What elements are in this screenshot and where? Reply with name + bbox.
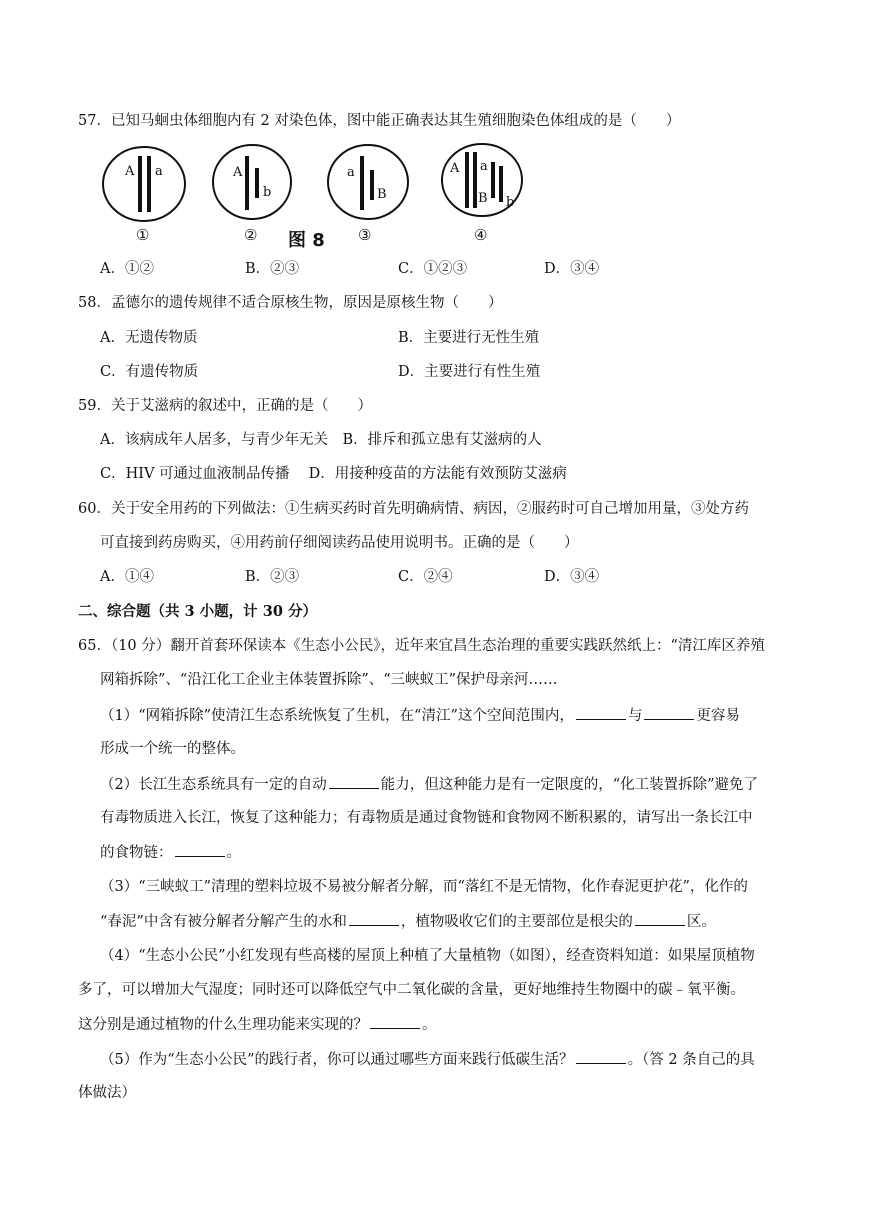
q65-part3-text-b: “春泥”中含有被分解者分解产生的水和 [100,914,347,930]
q65-part2-line1 [100,774,758,795]
cell-4 [442,144,522,244]
q59-options-line2: C．HIV 可通过血液制品传播 D．用接种疫苗的方法能有效预防艾滋病 [100,466,567,482]
q60-option-d: D．③④ [544,569,600,585]
q57-stem: 57．已知马蛔虫体细胞内有 2 对染色体，图中能正确表达其生殖细胞染色体组成的是（ ） [78,113,681,129]
q60-option-a: A．①④ [100,569,154,585]
q65-part2-text-a: （2）长江生态系统具有一定的自动 [100,777,327,793]
q65-part2-text-e: 。 [226,845,241,861]
cell-1 [103,147,185,244]
q65-part2-line2: 有毒物质进入长江，恢复了这种能力；有毒物质是通过食物链和食物网不断积累的，请写出一条长江中 [100,810,753,826]
cell-2-number: ② [244,226,258,244]
q65-part2-line3 [100,842,241,863]
q58-option-c: C．有遗传物质 [100,364,199,380]
q60-option-b: B．②③ [245,569,300,585]
figure-title: 图 8 [288,230,325,250]
chromosome-figure [100,140,540,250]
answer-blank[interactable] [370,1014,420,1029]
cell-3 [328,145,408,244]
q65-part4-line3 [78,1014,437,1035]
cell-4-label-0: A [450,161,460,176]
q65-part2-text-b: 能力，但这种能力是有一定限度的，“化工装置拆除”避免了 [380,777,759,793]
q60-stem-line2: 可直接到药房购买，④用药前仔细阅读药品使用说明书。正确的是（ ） [100,535,579,551]
q57-option-a: A．①② [100,261,154,277]
q65-part5-line2: 体做法） [78,1085,136,1101]
q60-stem-line1: 60．关于安全用药的下列做法：①生病买药时首先明确病情、病因，②服药时可自己增加用量，③处方药 [78,501,749,517]
answer-blank[interactable] [576,1049,626,1064]
answer-blank[interactable] [644,705,694,720]
q58-option-a: A．无遗传物质 [100,330,198,346]
q65-part3-line2 [100,911,716,932]
q65-part1-line2: 形成一个统一的整体。 [100,741,245,757]
q57-option-d: D．③④ [544,261,600,277]
q65-part4-text-d: 。 [422,1017,437,1033]
cell-1-label-0: A [125,164,135,179]
cell-1-number: ① [136,226,150,244]
cell-4-label-3: b [506,195,515,210]
q58-option-d: D．主要进行有性生殖 [398,364,541,380]
answer-blank[interactable] [349,911,399,926]
q60-option-c: C．②④ [398,569,453,585]
cell-4-label-1: a [480,159,488,174]
q65-part1-line1 [100,705,740,726]
q65-part1-text-c: 更容易 [696,708,740,724]
q65-part5-text-a: （5）作为“生态小公民”的践行者，你可以通过哪些方面来践行低碳生活？ [100,1052,574,1068]
cell-3-label-0: a [347,165,355,180]
q65-part1-text-b: 与 [627,708,643,724]
cell-4-number: ④ [474,226,488,244]
cell-2-label-1: b [263,185,272,200]
cell-2 [213,145,291,244]
q65-intro-line2: 网箱拆除”、“沿江化工企业主体装置拆除”、“三峡蚁工”保护母亲河…… [100,672,558,688]
section-2-title: 二、综合题（共 3 小题，计 30 分） [78,603,317,620]
cell-3-label-1: B [377,187,387,202]
answer-blank[interactable] [635,911,685,926]
q65-part4-line1: （4）“生态小公民”小红发现有些高楼的屋顶上种植了大量植物（如图），经查资料知道：如果屋顶植物 [100,948,755,964]
q65-part5-text-b: 。（答 2 条自己的具 [627,1052,755,1068]
cell-3-number: ③ [358,226,372,244]
q58-option-b: B．主要进行无性生殖 [398,330,540,346]
q57-option-b: B．②③ [245,261,300,277]
answer-blank[interactable] [175,842,225,857]
q65-part4-line2: 多了，可以增加大气湿度；同时还可以降低空气中二氧化碳的含量，更好地维持生物圈中的碳﹣氧平衡。 [78,982,745,998]
q65-part3-text-d: 区。 [686,914,716,930]
q65-part4-text-c: 这分别是通过植物的什么生理功能来实现的？ [78,1017,368,1033]
q65-part1-text-a: （1）“网箱拆除”使清江生态系统恢复了生机，在“清江”这个空间范围内， [100,708,574,724]
q65-part2-text-d: 的食物链： [100,845,173,861]
answer-blank[interactable] [329,774,379,789]
cell-2-label-0: A [233,165,243,180]
q65-part3-text-c: ，植物吸收它们的主要部位是根尖的 [400,914,633,930]
q58-stem: 58．孟德尔的遗传规律不适合原核生物，原因是原核生物（ ） [78,295,503,311]
cell-4-label-2: B [478,191,488,206]
cell-1-label-1: a [155,164,163,179]
q65-part5-line1 [100,1049,755,1070]
q59-options-line1: A．该病成年人居多，与青少年无关 B．排斥和孤立患有艾滋病的人 [100,432,542,448]
q59-stem: 59．关于艾滋病的叙述中，正确的是（ ） [78,398,372,414]
answer-blank[interactable] [576,705,626,720]
q65-part3-line1: （3）“三峡蚁工”清理的塑料垃圾不易被分解者分解，而“落红不是无情物，化作春泥更护花”，化作的 [100,879,748,895]
q65-intro-line1: 65．（10 分）翻开首套环保读本《生态小公民》，近年来宜昌生态治理的重要实践跃然纸上：“清江库区养殖 [78,638,765,654]
q57-option-c: C．①②③ [398,261,468,277]
